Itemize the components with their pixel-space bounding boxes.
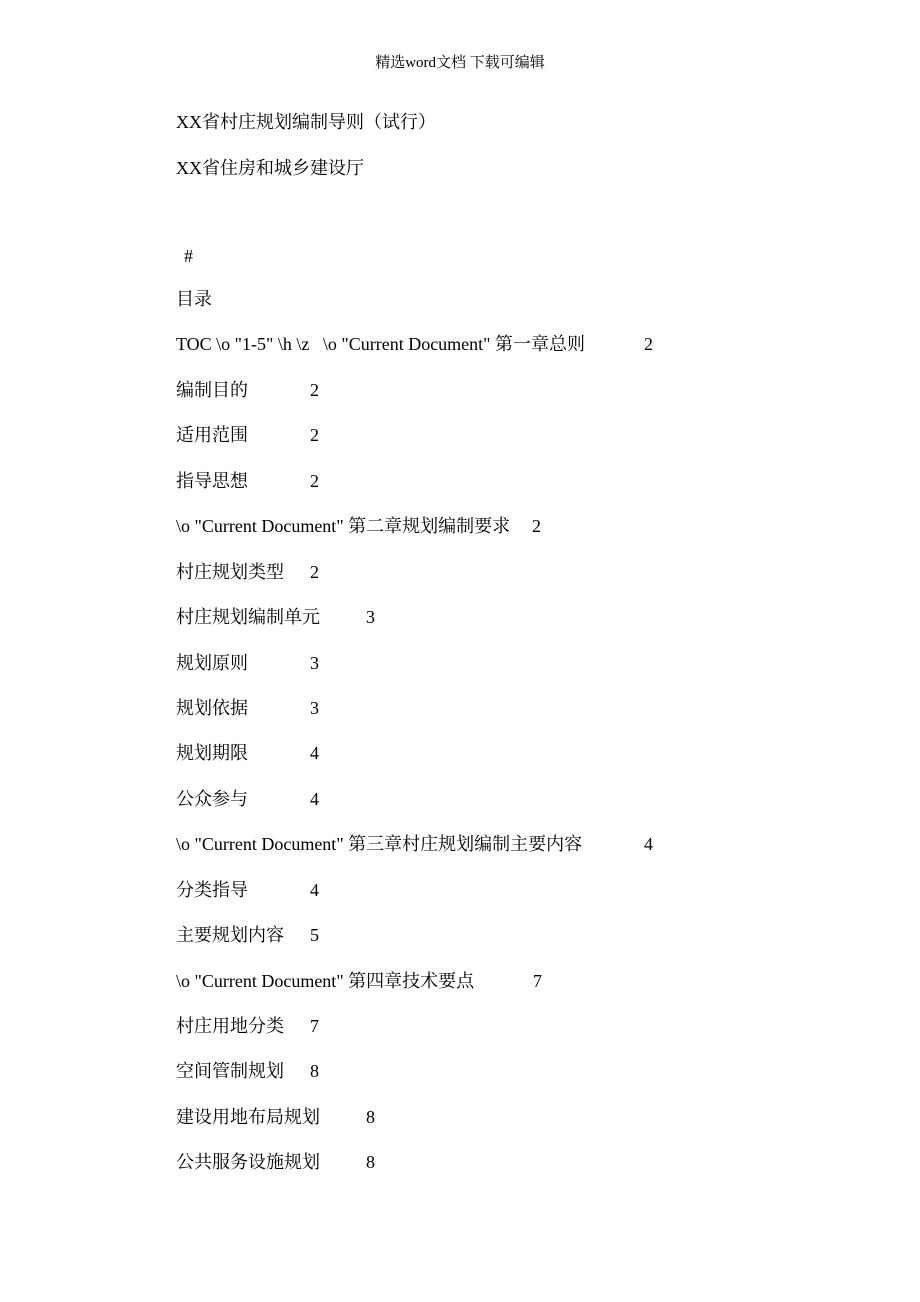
toc-entry-page: 7 xyxy=(310,1016,319,1036)
toc-entry-page: 7 xyxy=(533,971,542,991)
toc-entry-page: 3 xyxy=(366,607,375,627)
toc-entry-page: 8 xyxy=(366,1107,375,1127)
toc-entry-page: 2 xyxy=(532,516,541,536)
toc-entry-label[interactable]: 编制目的 xyxy=(176,380,248,400)
toc-entry-page: 4 xyxy=(310,880,319,900)
toc-entry-page: 2 xyxy=(310,471,319,491)
toc-entry-label[interactable]: TOC \o "1-5" \h \z \o "Current Document" 第一章总则 xyxy=(176,334,586,354)
toc-entry-label[interactable]: 适用范围 xyxy=(176,425,248,445)
toc-entry-label[interactable]: 公众参与 xyxy=(176,789,248,809)
toc-entry-page: 2 xyxy=(310,425,319,445)
toc-entry-page: 4 xyxy=(644,834,653,854)
toc-entry-label[interactable]: 公共服务设施规划 xyxy=(176,1152,320,1172)
toc-entry-page: 5 xyxy=(310,925,319,945)
toc-entry-page: 8 xyxy=(310,1061,319,1081)
toc-entry-label[interactable]: 规划原则 xyxy=(176,653,248,673)
hash-mark: # xyxy=(184,246,193,266)
toc-entry-label[interactable]: 建设用地布局规划 xyxy=(176,1107,320,1127)
toc-entry-label[interactable]: \o "Current Document" 第三章村庄规划编制主要内容 xyxy=(176,834,583,854)
toc-entry-label[interactable]: 分类指导 xyxy=(176,880,248,900)
toc-heading: 目录 xyxy=(176,289,212,309)
toc-entry-page: 2 xyxy=(644,334,653,354)
toc-entry-page: 2 xyxy=(310,380,319,400)
toc-entry-page: 2 xyxy=(310,562,319,582)
toc-entry-page: 8 xyxy=(366,1152,375,1172)
toc-entry-page: 4 xyxy=(310,743,319,763)
toc-entry-label[interactable]: \o "Current Document" 第四章技术要点 xyxy=(176,971,475,991)
toc-entry-label[interactable]: \o "Current Document" 第二章规划编制要求 xyxy=(176,516,511,536)
toc-entry-label[interactable]: 村庄规划编制单元 xyxy=(176,607,320,627)
toc-entry-label[interactable]: 主要规划内容 xyxy=(176,925,284,945)
document-title: XX省村庄规划编制导则（试行） xyxy=(176,112,436,132)
toc-entry-page: 4 xyxy=(310,789,319,809)
toc-entry-label[interactable]: 村庄用地分类 xyxy=(176,1016,284,1036)
toc-entry-label[interactable]: 指导思想 xyxy=(176,471,248,491)
toc-entry-label[interactable]: 村庄规划类型 xyxy=(176,562,284,582)
toc-entry-label[interactable]: 空间管制规划 xyxy=(176,1061,284,1081)
toc-entry-label[interactable]: 规划期限 xyxy=(176,743,248,763)
toc-entry-page: 3 xyxy=(310,653,319,673)
document-issuer: XX省住房和城乡建设厅 xyxy=(176,158,364,178)
page-header: 精选word文档 下载可编辑 xyxy=(375,55,545,71)
toc-entry-label[interactable]: 规划依据 xyxy=(176,698,248,718)
toc-entry-page: 3 xyxy=(310,698,319,718)
